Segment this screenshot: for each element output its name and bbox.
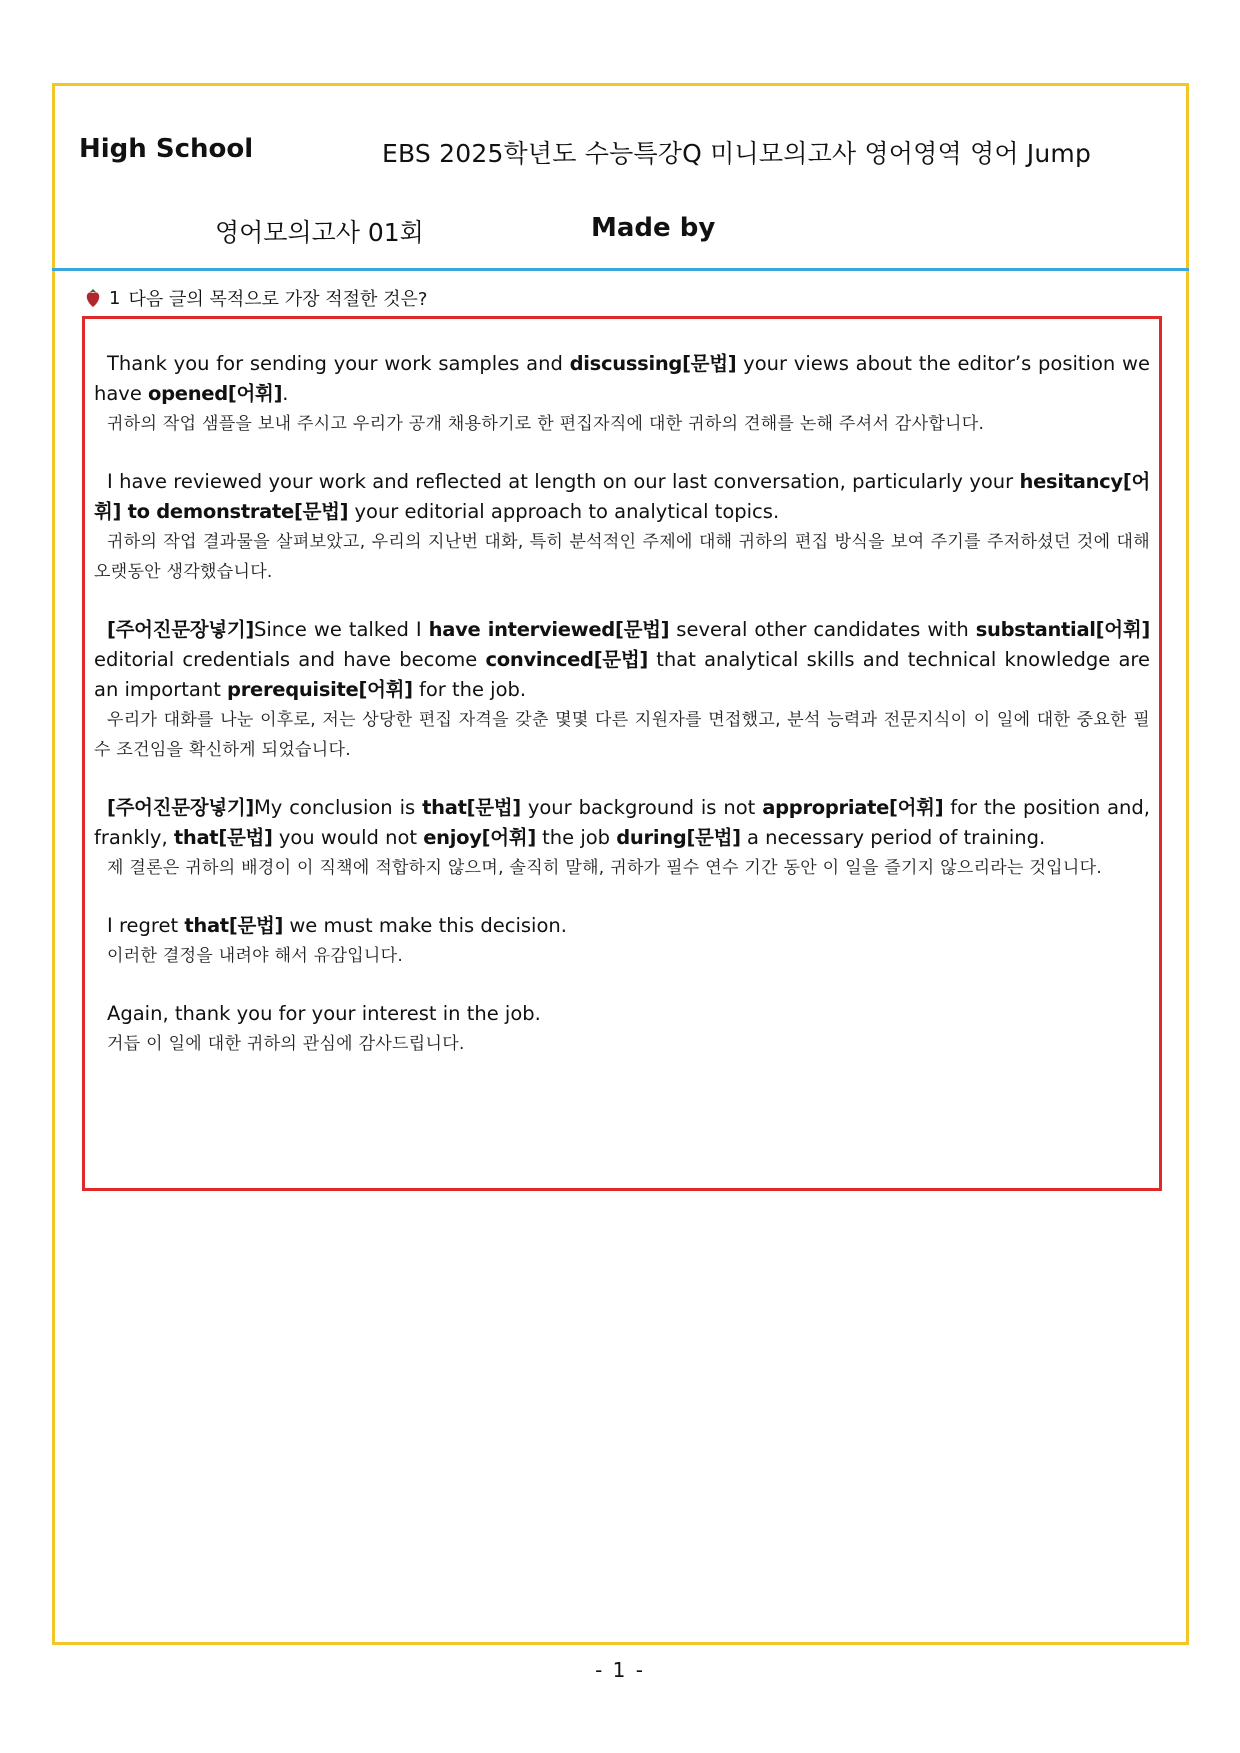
sentence-text: your editorial approach to analytical topics. [348, 500, 780, 523]
passage-paragraph [94, 467, 1150, 587]
sentence-text: your views about the editor’s position we have [94, 352, 1150, 405]
annotated-term: appropriate[어휘] [762, 796, 944, 819]
sentence-text: Thank you for sending your work samples and [107, 352, 570, 375]
exam-subtitle: 영어모의고사 01회 [215, 218, 424, 247]
question-text: 다음 글의 목적으로 가장 적절한 것은? [128, 289, 428, 310]
sentence-text: editorial credentials and have become [94, 648, 486, 671]
sentence-text: I have reviewed your work and reflected at length on our last conversation, particularly your [107, 470, 1020, 493]
page-number: - 1 - [595, 1658, 645, 1682]
english-sentence [94, 467, 1150, 527]
annotated-term: [주어진문장넣기] [107, 796, 254, 819]
sentence-text: My conclusion is [253, 796, 423, 819]
sentence-text: . [282, 382, 289, 405]
sentence-text: several other candidates with [669, 618, 976, 641]
sentence-text: the job [535, 826, 617, 849]
question-prompt [85, 285, 427, 311]
annotated-term: enjoy[어휘] [423, 826, 536, 849]
made-by-label: Made by [591, 213, 716, 243]
passage-paragraph [94, 615, 1150, 765]
korean-translation: 이러한 결정을 내려야 해서 유감입니다. [107, 946, 404, 966]
korean-translation: 귀하의 작업 결과물을 살펴보았고, 우리의 지난번 대화, 특히 분석적인 주제에 대해 귀하의 편집 방식을 보여 주기를 주저하셨던 것에 대해 오랫동안 생각했습니다. [94, 532, 1150, 582]
korean-translation: 제 결론은 귀하의 배경이 이 직책에 적합하지 않으며, 솔직히 말해, 귀하가 필수 연수 기간 동안 이 일을 즐기지 않으리라는 것입니다. [107, 858, 1103, 878]
english-sentence [94, 349, 1150, 409]
passage-paragraph [94, 793, 1150, 883]
sentence-text: you would not [272, 826, 424, 849]
annotated-term: that[문법] [184, 914, 284, 937]
passage-paragraph [94, 911, 1150, 971]
annotated-term: [주어진문장넣기] [107, 618, 254, 641]
annotated-term: opened[어휘] [148, 382, 283, 405]
annotated-term: substantial[어휘] [975, 618, 1150, 641]
english-sentence [94, 911, 1150, 941]
english-sentence [94, 999, 1150, 1029]
passage-box [82, 316, 1162, 1191]
header-divider [52, 268, 1189, 271]
annotated-term: that[문법] [173, 826, 273, 849]
annotated-term: convinced[문법] [485, 648, 648, 671]
sentence-text: a necessary period of training. [740, 826, 1046, 849]
passage-paragraph [94, 999, 1150, 1059]
annotated-term: hesitancy[어휘] to demonstrate[문법] [94, 470, 1150, 523]
annotated-term: during[문법] [616, 826, 741, 849]
annotated-term: discussing[문법] [569, 352, 737, 375]
sentence-text: Again, thank you for your interest in the job. [107, 1002, 541, 1025]
question-number: 1 [109, 287, 121, 309]
document-header [55, 86, 1186, 271]
annotated-term: prerequisite[어휘] [227, 678, 413, 701]
school-label: High School [79, 134, 254, 164]
page-frame [52, 83, 1189, 1645]
korean-translation: 귀하의 작업 샘플을 보내 주시고 우리가 공개 채용하기로 한 편집자직에 대한 귀하의 견해를 논해 주셔서 감사합니다. [107, 414, 985, 434]
sentence-text: we must make this decision. [283, 914, 567, 937]
korean-translation: 거듭 이 일에 대한 귀하의 관심에 감사드립니다. [107, 1034, 465, 1054]
annotated-term: that[문법] [422, 796, 521, 819]
strawberry-icon [85, 288, 101, 308]
sentence-text: for the job. [412, 678, 527, 701]
sentence-text: your background is not [520, 796, 763, 819]
passage-paragraph [94, 349, 1150, 439]
exam-title: EBS 2025학년도 수능특강Q 미니모의고사 영어영역 영어 Jump [382, 139, 1092, 168]
sentence-text: that analytical skills and technical knowledge are an important [94, 648, 1150, 701]
english-sentence [94, 615, 1150, 705]
sentence-text: Since we talked I [253, 618, 429, 641]
sentence-text: I regret [107, 914, 185, 937]
annotated-term: have interviewed[문법] [428, 618, 670, 641]
sentence-text: for the position and, frankly, [94, 796, 1150, 849]
korean-translation: 우리가 대화를 나눈 이후로, 저는 상당한 편집 자격을 갖춘 몇몇 다른 지원자를 면접했고, 분석 능력과 전문지식이 이 일에 대한 중요한 필수 조건임을 확신하게 되었습니다. [94, 710, 1150, 760]
english-sentence [94, 793, 1150, 853]
